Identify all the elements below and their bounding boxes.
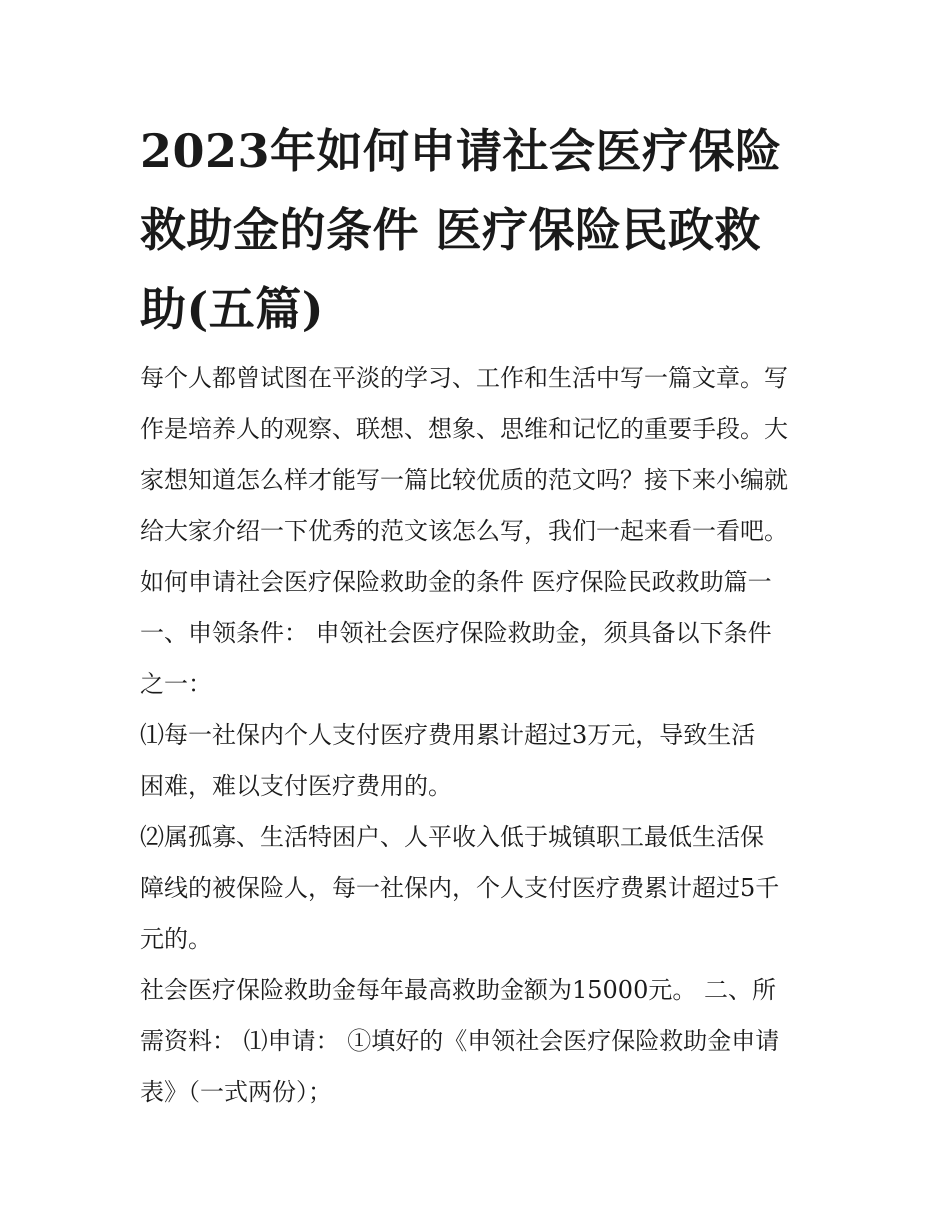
text-line: 之一： bbox=[140, 670, 212, 698]
text-line: 每个人都曾试图在平淡的学习、工作和生活中写一篇文章。写 bbox=[140, 364, 788, 392]
text-line: 需资料： ⑴申请： ①填好的《申领社会医疗保险救助金申请 bbox=[140, 1027, 780, 1055]
condition-1-paragraph bbox=[140, 710, 820, 812]
text-line: 给大家介绍一下优秀的范文该怎么写，我们一起来看一看吧。 bbox=[140, 517, 788, 545]
title-line: 2023年如何申请社会医疗保险 bbox=[140, 124, 782, 178]
text-line: 家想知道怎么样才能写一篇比较优质的范文吗？接下来小编就 bbox=[140, 466, 788, 494]
text-line: 困难，难以支付医疗费用的。 bbox=[140, 772, 452, 800]
text-line: 表》（一式两份）； bbox=[140, 1078, 332, 1106]
intro-paragraph bbox=[140, 353, 820, 710]
title-line: 助(五篇) bbox=[140, 282, 325, 336]
text-line: 障线的被保险人，每一社保内，个人支付医疗费累计超过5千 bbox=[140, 874, 780, 902]
title-line: 救助金的条件 医疗保险民政救 bbox=[140, 203, 762, 257]
text-line: 如何申请社会医疗保险救助金的条件 医疗保险民政救助篇一 bbox=[140, 568, 772, 596]
text-line: ⑵属孤寡、生活特困户、人平收入低于城镇职工最低生活保 bbox=[140, 823, 764, 851]
text-line: 作是培养人的观察、联想、想象、思维和记忆的重要手段。大 bbox=[140, 415, 788, 443]
condition-2-paragraph bbox=[140, 812, 820, 965]
text-line: 一、申领条件： 申领社会医疗保险救助金，须具备以下条件 bbox=[140, 619, 772, 647]
document-title bbox=[140, 112, 820, 349]
text-line: 元的。 bbox=[140, 925, 212, 953]
materials-paragraph bbox=[140, 965, 820, 1118]
text-line: ⑴每一社保内个人支付医疗费用累计超过3万元，导致生活 bbox=[140, 721, 756, 749]
text-line: 社会医疗保险救助金每年最高救助金额为15000元。 二、所 bbox=[140, 976, 776, 1004]
document-page bbox=[140, 112, 820, 1118]
